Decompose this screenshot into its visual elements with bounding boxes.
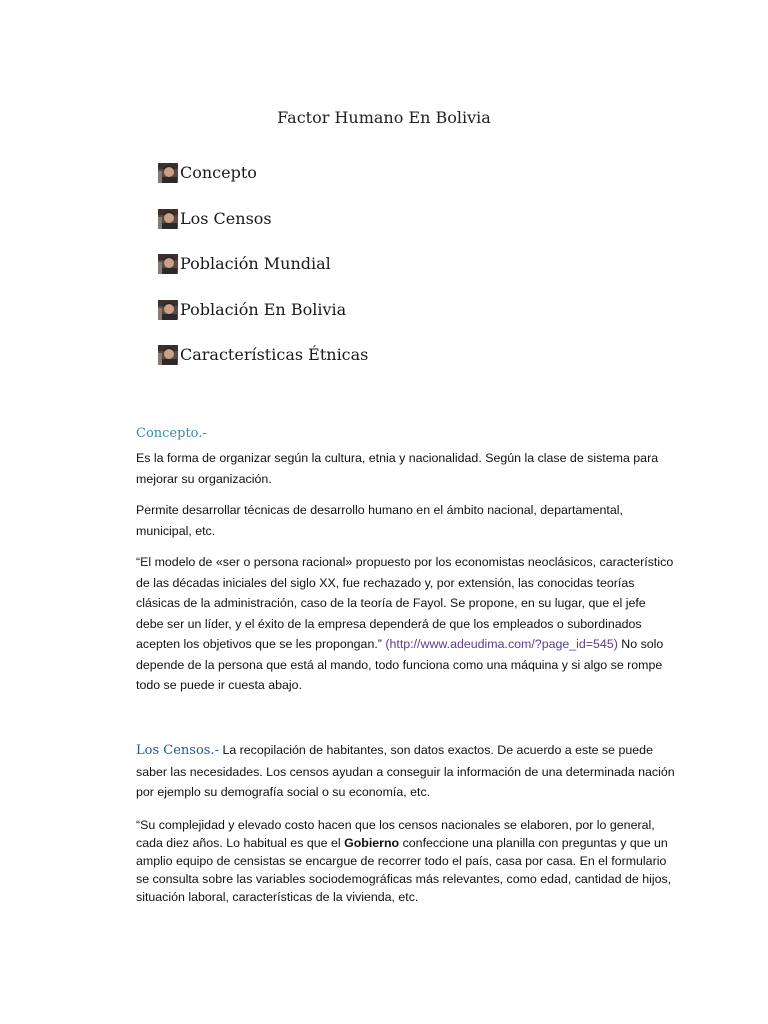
portrait-bullet-icon bbox=[158, 300, 178, 320]
document-title: Factor Humano En Bolivia bbox=[277, 108, 491, 127]
gobierno-term: Gobierno bbox=[344, 836, 400, 850]
censos-paragraph-1 bbox=[136, 740, 676, 803]
concepto-paragraph-1: Es la forma de organizar según la cultura, etnia y nacionalidad. Según la clase de sistema para mejorar su organización. bbox=[136, 451, 659, 486]
toc-item-label: Los Censos bbox=[180, 208, 272, 228]
censos-paragraph-2 bbox=[136, 816, 676, 906]
censos-quote-part-2: confeccione una planilla con preguntas y que un amplio equipo de censistas se encargue de recorrer todo el país, casa por casa. En el formulario se consulta sobre las variables sociodemográficas más relevantes, como edad, cantidad de hijos, situación laboral, características de la vivienda, etc. bbox=[136, 836, 672, 904]
censos-quote-part-1: “Su complejidad y elevado costo hacen que los censos nacionales se elaboren, por lo general, cada diez años. Lo habitual es que el bbox=[136, 818, 655, 850]
toc-item[interactable] bbox=[158, 297, 368, 343]
toc-item-label: Concepto bbox=[180, 163, 257, 182]
toc-item-label: Población En Bolivia bbox=[180, 299, 347, 319]
concepto-continuation: No solo depende de la persona que está al mando, todo funciona como una máquina y si algo se rompe todo se puede ir cuesta abajo. bbox=[136, 637, 664, 692]
portrait-bullet-icon bbox=[158, 254, 178, 274]
concepto-paragraph-3 bbox=[136, 552, 676, 696]
portrait-bullet-icon bbox=[158, 163, 178, 183]
portrait-bullet-icon bbox=[158, 209, 178, 229]
table-of-contents bbox=[158, 160, 368, 388]
censos-intro: La recopilación de habitantes, son datos exactos. De acuerdo a este se puede saber las necesidades. Los censos ayudan a conseguir la información de una determinada nación por ejemplo su demografía social o su economía, etc. bbox=[136, 743, 675, 799]
toc-item[interactable] bbox=[158, 251, 368, 297]
toc-item[interactable] bbox=[158, 160, 368, 206]
toc-item-label: Características Étnicas bbox=[180, 345, 369, 364]
portrait-bullet-icon bbox=[158, 345, 178, 365]
toc-item[interactable] bbox=[158, 206, 368, 252]
source-link[interactable]: (http://www.adeudima.com/?page_id=545) bbox=[385, 637, 618, 651]
censos-heading: Los Censos.- bbox=[136, 743, 219, 758]
toc-item[interactable] bbox=[158, 342, 368, 388]
concepto-paragraph-2: Permite desarrollar técnicas de desarrollo humano en el ámbito nacional, departamental, municipal, etc. bbox=[136, 503, 623, 538]
concepto-quote: “El modelo de «ser o persona racional» propuesto por los economistas neoclásicos, característico de las décadas iniciales del siglo XX, fue rechazado y, por extensión, las conocidas teorías clásicas de la administración, caso de la teoría de Fayol. Se propone, en su lugar, que el jefe debe ser un líder, y el éxito de la empresa dependerá de que los empleados o subordinados acepten los objetivos que se les propongan.” bbox=[136, 555, 674, 651]
concepto-heading: Concepto.- bbox=[136, 426, 207, 441]
toc-item-label: Población Mundial bbox=[180, 254, 331, 273]
